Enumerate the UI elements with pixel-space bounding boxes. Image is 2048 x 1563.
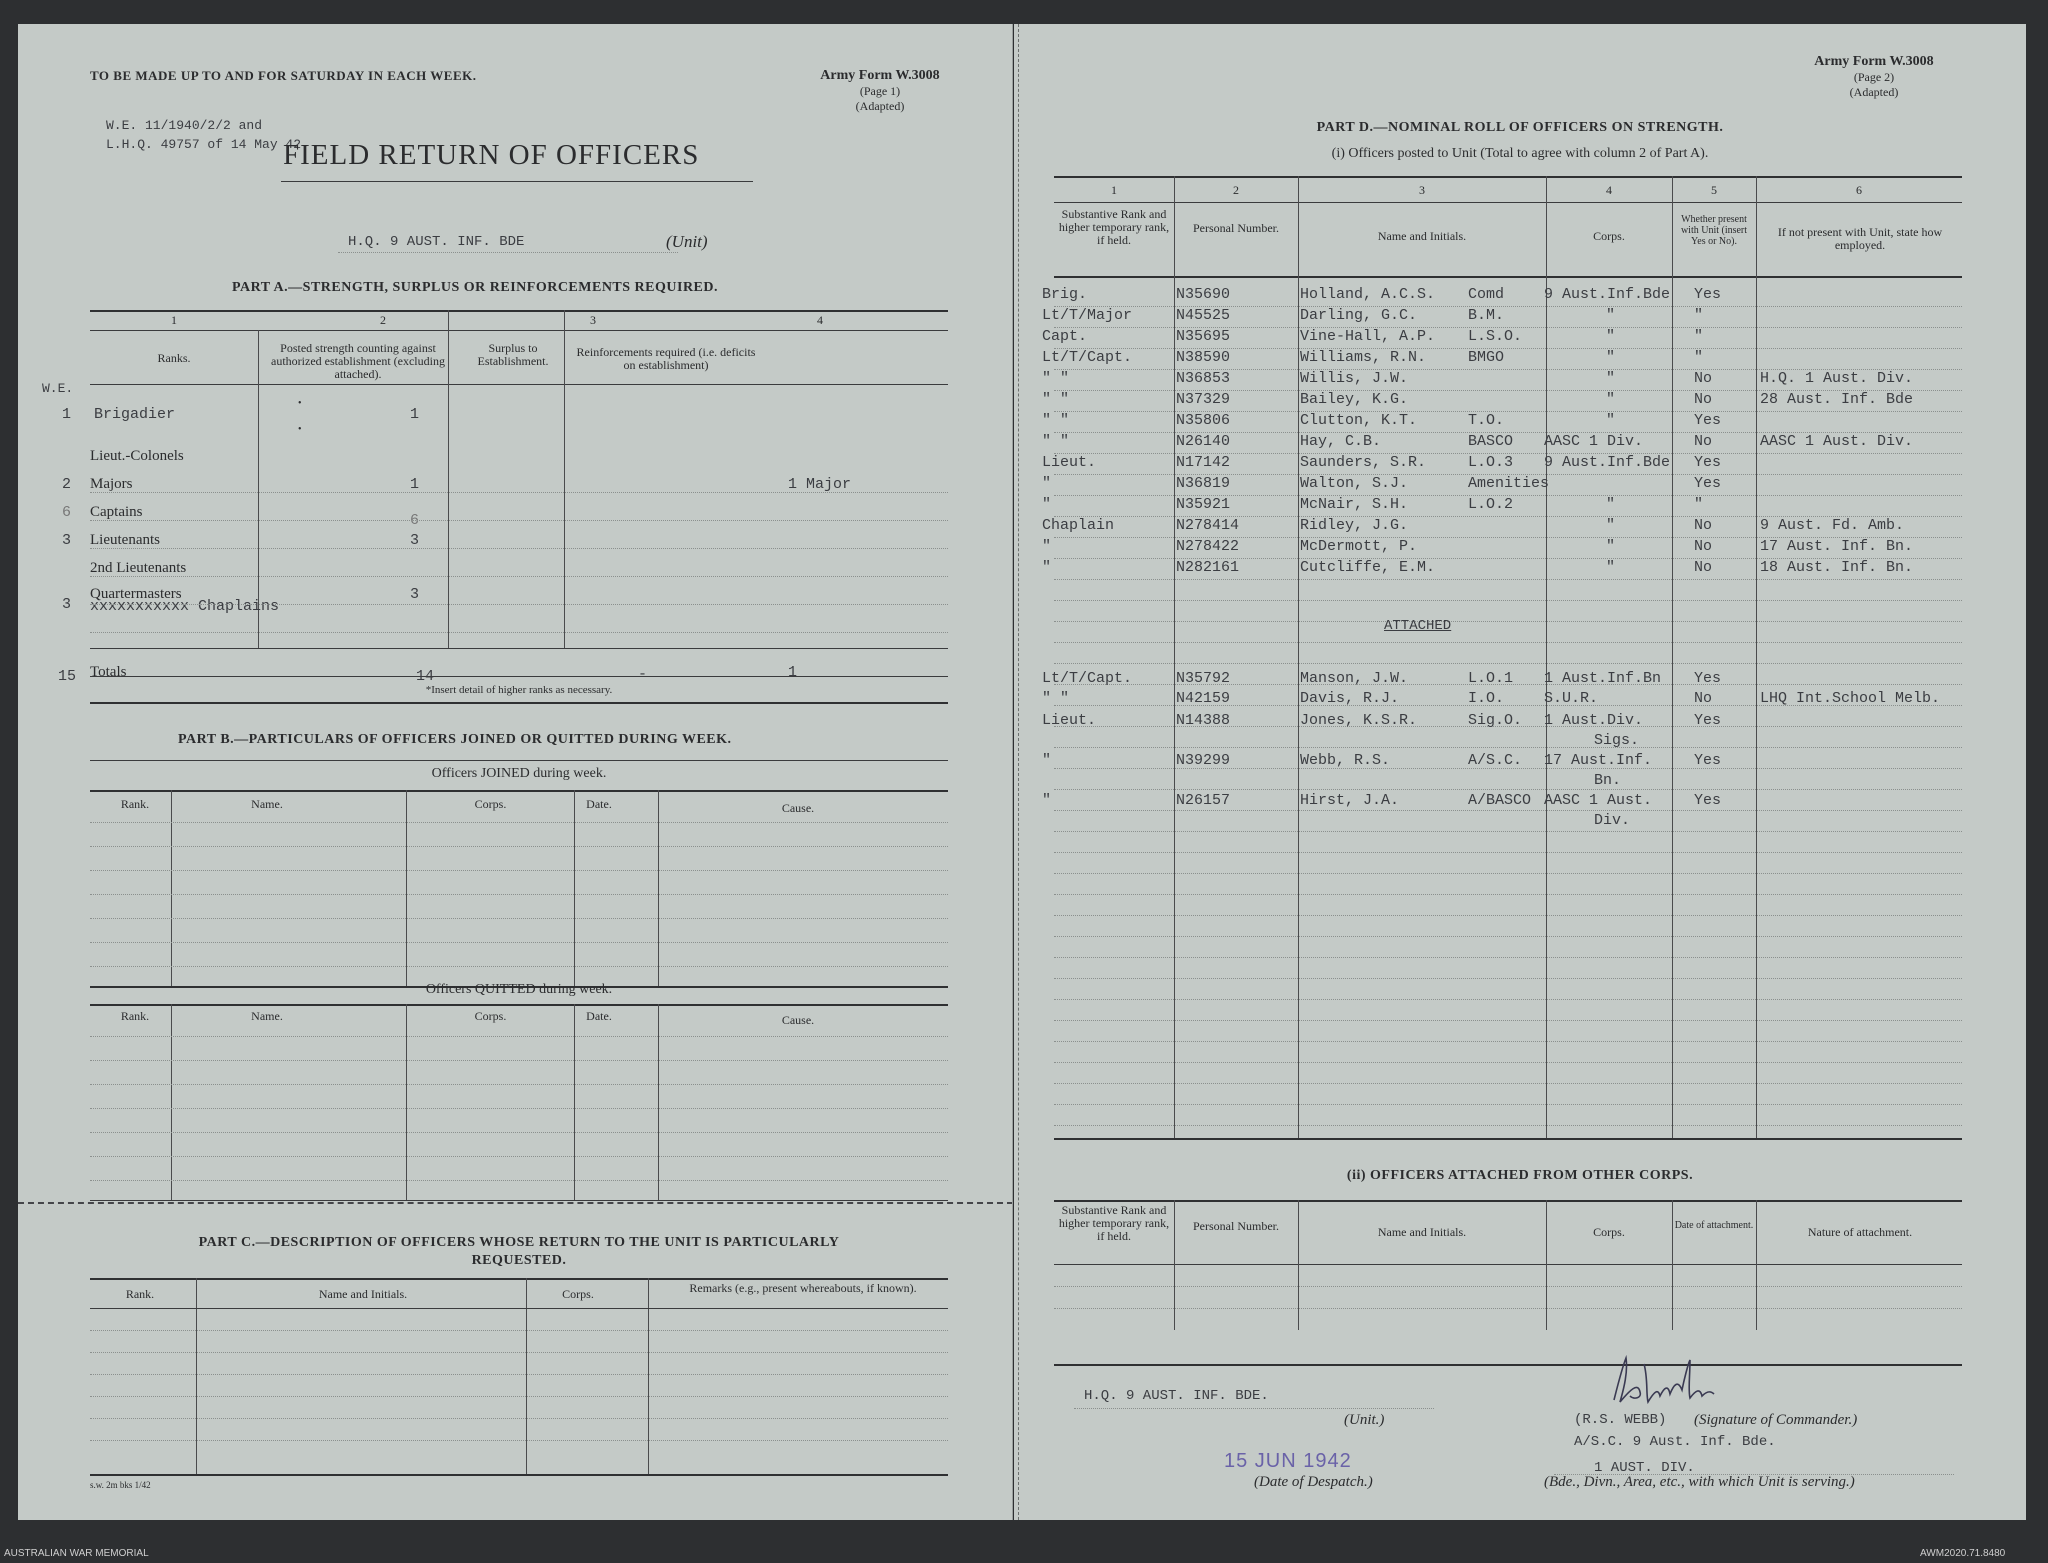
cell-num: N36853 — [1176, 370, 1231, 387]
col-header: Name and Initials. — [318, 1287, 408, 1301]
col-header-rank: Substantive Rank and higher temporary rank, if held. — [1058, 207, 1170, 247]
cell-rank: Lt/T/Capt. — [1042, 670, 1133, 687]
table-row — [1014, 496, 2026, 516]
cell-rank: Chaplain — [1042, 517, 1115, 534]
col-num: 5 — [1711, 183, 1717, 197]
cell-employed: AASC 1 Aust. Div. — [1760, 433, 1914, 450]
cell-corps: " — [1606, 370, 1616, 387]
part-b-heading: PART B.—PARTICULARS OF OFFICERS JOINED OR QUITTED DURING WEEK. — [178, 732, 732, 747]
cell-rank: " " — [1042, 433, 1070, 450]
cell-num: N35690 — [1176, 286, 1231, 303]
col-header-name: Name and Initials. — [1377, 229, 1467, 243]
top-note: TO BE MADE UP TO AND FOR SATURDAY IN EACH WEEK. — [90, 68, 477, 83]
cell-appt: A/S.C. — [1468, 752, 1523, 769]
cell-num: N26157 — [1176, 792, 1231, 809]
cell-present: No — [1694, 370, 1713, 387]
cell-present: No — [1694, 538, 1713, 555]
cell-corps: 1 Aust.Inf.Bn — [1544, 670, 1662, 687]
part-a-footnote: *Insert detail of higher ranks as necessary. — [425, 684, 613, 696]
we-count: 6 — [62, 504, 72, 521]
cell-num: N26140 — [1176, 433, 1231, 450]
cell-num: N35695 — [1176, 328, 1231, 345]
cell-rank: Capt. — [1042, 328, 1088, 345]
posted-count: 3 — [410, 586, 420, 603]
cell-name: Webb, R.S. — [1300, 752, 1391, 769]
serving-with: 1 AUST. DIV. — [1594, 1460, 1695, 1476]
form-adapted: (Adapted) — [1849, 85, 1899, 99]
cell-num: N282161 — [1176, 559, 1240, 576]
cell-name: Willis, J.W. — [1300, 370, 1409, 387]
cell-present: Yes — [1694, 412, 1722, 429]
table-row — [18, 504, 1013, 529]
cell-appt: B.M. — [1468, 307, 1505, 324]
table-row — [18, 532, 1013, 554]
cell-present: No — [1694, 433, 1713, 450]
signer-name: (R.S. WEBB) — [1574, 1412, 1667, 1428]
posted-count: 3 — [410, 532, 420, 549]
cell-num: N35792 — [1176, 670, 1231, 687]
cell-present: No — [1694, 391, 1713, 408]
col-header-number: Personal Number. — [1193, 221, 1279, 235]
cell-corps: " — [1606, 559, 1616, 576]
part-c-heading-line-2: REQUESTED. — [471, 1253, 567, 1268]
col-header: Substantive Rank and higher temporary rank, if held. — [1058, 1203, 1170, 1243]
cell-num: N36819 — [1176, 475, 1231, 492]
col-header: Rank. — [120, 797, 150, 811]
cell-corps-continued: Sigs. — [1594, 732, 1640, 749]
col-header: Cause. — [781, 801, 815, 815]
cell-rank: " — [1042, 496, 1052, 513]
cell-present: " — [1694, 496, 1704, 513]
table-row — [1014, 752, 2026, 792]
col-num: 4 — [1606, 183, 1612, 197]
cell-num: N38590 — [1176, 349, 1231, 366]
joined-title: Officers JOINED during week. — [431, 766, 607, 781]
title-underline — [281, 181, 753, 182]
quitted-title: Officers QUITTED during week. — [425, 982, 613, 997]
totals-reinforcements: 1 — [788, 664, 798, 681]
cell-appt: T.O. — [1468, 412, 1505, 429]
cell-rank: " — [1042, 559, 1052, 576]
cell-corps: 9 Aust.Inf.Bde — [1544, 286, 1671, 303]
col-header-reinforcements: Reinforcements required (i.e. deficits on establishment) — [576, 345, 756, 372]
col-header-ranks: Ranks. — [157, 351, 191, 365]
cell-name: Holland, A.C.S. — [1300, 286, 1436, 303]
attached-label: ATTACHED — [1384, 618, 1452, 634]
cell-rank: Brig. — [1042, 286, 1088, 303]
cell-name: Manson, J.W. — [1300, 670, 1409, 687]
we-label: W.E. — [42, 381, 74, 396]
cell-rank: Lieut. — [1042, 454, 1097, 471]
cell-name: McDermott, P. — [1300, 538, 1418, 555]
cell-num: N37329 — [1176, 391, 1231, 408]
cell-num: N278414 — [1176, 517, 1240, 534]
cell-num: N17142 — [1176, 454, 1231, 471]
rank-name: Captains — [90, 504, 143, 520]
col-header: Name. — [251, 1009, 283, 1023]
col-header: Name. — [251, 797, 283, 811]
cell-present: No — [1694, 517, 1713, 534]
table-row — [1014, 370, 2026, 390]
col-header: Rank. — [125, 1287, 155, 1301]
col-header: Corps. — [562, 1287, 594, 1301]
table-row — [1014, 391, 2026, 411]
cell-corps: 1 Aust.Div. — [1544, 712, 1644, 729]
form-adapted: (Adapted) — [855, 99, 905, 113]
cell-name: Cutcliffe, E.M. — [1300, 559, 1436, 576]
cell-num: N35921 — [1176, 496, 1231, 513]
cell-rank: " — [1042, 538, 1052, 555]
table-row — [1014, 538, 2026, 558]
col-num: 1 — [1111, 183, 1117, 197]
table-row — [18, 586, 1013, 616]
cell-name: Darling, G.C. — [1300, 307, 1418, 324]
table-row — [1014, 412, 2026, 432]
cell-rank: " " — [1042, 412, 1070, 429]
col-header: Nature of attachment. — [1807, 1225, 1913, 1239]
part-a-col-num: 2 — [380, 313, 386, 327]
form-title: FIELD RETURN OF OFFICERS — [283, 139, 700, 171]
we-count: 3 — [62, 596, 72, 613]
rank-name: Lieut.-Colonels — [90, 448, 184, 464]
form-page-1: TO BE MADE UP TO AND FOR SATURDAY IN EACH WEEK. Army Form W.3008 (Page 1) (Adapted) W.E. 11/1940/2/2 and L.H.Q. 49757 of 14 May 42. FIELD RETURN OF OFFICERS H.Q. 9 AUST. INF. BDE (Unit) PART A.—STRENGTH, SURPLUS OR REINFORCEMENTS REQUIRED. 1 2 3 4 Ranks. Posted strength counting against authorized establishment (excluding attached). Surplus to Establishment. Reinforcements required (i.e. deficits on establishment) W.E. 1 Brigadier • 1 • Lieut.-Colonels 2 Majors 1 1 Major 6 Captains 6 3 Lieutenants 3 2nd Lieutenants Quartermasters 3 3 xxxxxxxxxxx Chaplains 15 Totals 14 - 1 *Insert detail of higher ranks as necessary. PART B.—PARTICULARS OF OFFICERS JOINED OR QUITTED DURING WEEK. Officers JOINED during week. Rank. Name. Corps. Date. Cause. Officers QUITTED during week. Rank. Name. Corps. Date. Cause. PART C.—DESCRIPTION OF OFFICERS WHOSE RETURN TO THE UNIT IS PARTICULARLY REQUESTED. Rank. Name and Initials. Corps. Remarks (e.g., present whereabouts, if known). s.w. 2m bks 1/42 — [18, 24, 1013, 1520]
cell-present: Yes — [1694, 712, 1722, 729]
commander-signature — [1604, 1354, 1724, 1412]
cell-rank: " — [1042, 752, 1052, 769]
cell-corps: " — [1606, 496, 1616, 513]
cell-corps-continued: Div. — [1594, 812, 1631, 829]
rank-name: Majors — [90, 476, 133, 492]
cell-name: Walton, S.J. — [1300, 475, 1409, 492]
posted-count: 1 — [410, 476, 420, 493]
cell-name: Saunders, S.R. — [1300, 454, 1427, 471]
col-header: Rank. — [120, 1009, 150, 1023]
cell-num: N39299 — [1176, 752, 1231, 769]
reinforcements-value: 1 Major — [788, 476, 852, 493]
table-row — [1014, 792, 2026, 832]
cell-corps: " — [1606, 538, 1616, 555]
cell-corps: " — [1606, 391, 1616, 408]
cell-present: Yes — [1694, 454, 1722, 471]
cell-appt: Amenities — [1468, 475, 1550, 492]
cell-present: Yes — [1694, 752, 1722, 769]
part-a-col-num: 3 — [590, 313, 596, 327]
cell-appt: L.O.2 — [1468, 496, 1514, 513]
totals-surplus: - — [638, 666, 648, 683]
cell-present: Yes — [1694, 792, 1722, 809]
cell-corps: " — [1606, 517, 1616, 534]
rank-name: Quartermasters — [90, 586, 182, 602]
cell-present: " — [1694, 307, 1704, 324]
cell-appt: Sig.O. — [1468, 712, 1523, 729]
part-ii-heading: (ii) OFFICERS ATTACHED FROM OTHER CORPS. — [1346, 1168, 1694, 1183]
cell-rank: Lt/T/Major — [1042, 307, 1133, 324]
col-header-posted: Posted strength counting against authorized establishment (excluding attached). — [271, 341, 445, 381]
form-id-block — [780, 68, 980, 114]
cell-present: Yes — [1694, 670, 1722, 687]
form-id: Army Form W.3008 — [1814, 54, 1934, 69]
we-count: 1 — [62, 406, 72, 423]
col-header: Name and Initials. — [1377, 1225, 1467, 1239]
cell-rank: Lieut. — [1042, 712, 1097, 729]
col-header-present: Whether present with Unit (insert Yes or No). — [1680, 214, 1748, 247]
cell-name: Jones, K.S.R. — [1300, 712, 1418, 729]
cell-rank: " " — [1042, 370, 1070, 387]
table-row — [1014, 475, 2026, 495]
col-header: Remarks (e.g., present whereabouts, if known). — [689, 1281, 917, 1295]
table-row — [1014, 433, 2026, 453]
cell-corps: " — [1606, 328, 1616, 345]
cell-name: Vine-Hall, A.P. — [1300, 328, 1436, 345]
table-row — [18, 476, 1013, 498]
totals-posted: 14 — [416, 668, 435, 685]
footer-accession: AWM2020.71.8480 — [1920, 1548, 2006, 1559]
col-header-corps: Corps. — [1593, 229, 1625, 243]
form-id: Army Form W.3008 — [820, 68, 940, 83]
unit-value: H.Q. 9 AUST. INF. BDE. — [1084, 1388, 1269, 1404]
cell-rank: " " — [1042, 391, 1070, 408]
table-row — [1014, 307, 2026, 327]
col-header: Date. — [586, 1009, 612, 1023]
cell-corps: " — [1606, 307, 1616, 324]
col-header: Date of attachment. — [1674, 1220, 1754, 1231]
cell-employed: LHQ Int.School Melb. — [1760, 690, 1941, 707]
table-row — [1014, 712, 2026, 752]
cell-present: " — [1694, 328, 1704, 345]
part-a-heading: PART A.—STRENGTH, SURPLUS OR REINFORCEMENTS REQUIRED. — [232, 280, 719, 295]
cell-name: Williams, R.N. — [1300, 349, 1427, 366]
posted-count: 6 — [410, 512, 420, 529]
cell-appt: A/BASCO — [1468, 792, 1532, 809]
col-header: Corps. — [474, 797, 507, 811]
cell-rank: " — [1042, 792, 1052, 809]
col-header: Cause. — [781, 1013, 815, 1027]
cell-corps: 9 Aust.Inf.Bde — [1544, 454, 1671, 471]
rank-name: 2nd Lieutenants — [90, 560, 187, 576]
footer-credit: AUSTRALIAN WAR MEMORIAL — [4, 1548, 149, 1559]
totals-row — [18, 664, 1013, 686]
cell-present: No — [1694, 559, 1713, 576]
form-page: (Page 2) — [1853, 70, 1895, 84]
cell-num: N14388 — [1176, 712, 1231, 729]
part-c-heading-line-1: PART C.—DESCRIPTION OF OFFICERS WHOSE RETURN TO THE UNIT IS PARTICULARLY — [198, 1235, 840, 1250]
cell-name: Bailey, K.G. — [1300, 391, 1409, 408]
cell-appt: L.O.3 — [1468, 454, 1514, 471]
cell-name: Hay, C.B. — [1300, 433, 1382, 450]
cell-employed: 28 Aust. Inf. Bde — [1760, 391, 1914, 408]
we-count: 2 — [62, 476, 72, 493]
cell-employed: H.Q. 1 Aust. Div. — [1760, 370, 1914, 387]
reference-line-1: W.E. 11/1940/2/2 and — [106, 118, 263, 133]
cell-employed: 18 Aust. Inf. Bn. — [1760, 559, 1914, 576]
table-row — [1014, 517, 2026, 537]
cell-corps: 17 Aust.Inf. — [1544, 752, 1653, 769]
cell-employed: 17 Aust. Inf. Bn. — [1760, 538, 1914, 555]
printer-mark: s.w. 2m bks 1/42 — [90, 1480, 151, 1490]
cell-employed: 9 Aust. Fd. Amb. — [1760, 517, 1905, 534]
posted-count: 1 — [410, 406, 420, 423]
cell-corps: " — [1606, 349, 1616, 366]
reference-block — [106, 116, 309, 154]
col-num: 2 — [1233, 183, 1239, 197]
cell-name: Clutton, K.T. — [1300, 412, 1418, 429]
table-row — [1014, 349, 2026, 369]
cell-num: N45525 — [1176, 307, 1231, 324]
cell-num: N42159 — [1176, 690, 1231, 707]
cell-num: N278422 — [1176, 538, 1240, 555]
form-page-2 — [1014, 24, 2026, 1520]
signer-appointment: A/S.C. 9 Aust. Inf. Bde. — [1574, 1434, 1776, 1450]
cell-name: McNair, S.H. — [1300, 496, 1409, 513]
cell-present: " — [1694, 349, 1704, 366]
cell-appt: BASCO — [1468, 433, 1514, 450]
cell-corps: S.U.R. — [1544, 690, 1599, 707]
serving-label: (Bde., Divn., Area, etc., with which Unit is serving.) — [1544, 1474, 1855, 1490]
table-row — [1014, 559, 2026, 579]
despatch-label: (Date of Despatch.) — [1254, 1474, 1373, 1490]
table-row — [1014, 328, 2026, 348]
part-c-heading — [90, 1234, 948, 1270]
cell-appt: L.O.1 — [1468, 670, 1514, 687]
reference-line-2: L.H.Q. 49757 of 14 May 42. — [106, 137, 309, 152]
cell-present: Yes — [1694, 475, 1722, 492]
part-a-col-num: 4 — [817, 313, 823, 327]
col-header: Corps. — [474, 1009, 507, 1023]
cell-rank: " — [1042, 475, 1052, 492]
cell-name: Davis, R.J. — [1300, 690, 1400, 707]
col-header: Date. — [586, 797, 612, 811]
cell-corps: AASC 1 Aust. — [1544, 792, 1653, 809]
cell-num: N35806 — [1176, 412, 1231, 429]
totals-label: Totals — [90, 664, 127, 680]
rank-name: Brigadier — [94, 406, 176, 423]
cell-appt: Comd — [1468, 286, 1505, 303]
form-page: (Page 1) — [859, 84, 901, 98]
cell-appt: I.O. — [1468, 690, 1505, 707]
col-header-surplus: Surplus to Establishment. — [477, 341, 549, 368]
rank-name: Lieutenants — [90, 532, 160, 548]
unit-label: (Unit.) — [1344, 1412, 1385, 1428]
tear-off-line — [18, 1202, 1013, 1204]
col-header: Personal Number. — [1193, 1219, 1279, 1233]
cell-name: Ridley, J.G. — [1300, 517, 1409, 534]
despatch-date-stamp: 15 JUN 1942 — [1224, 1450, 1352, 1472]
form-id-block — [1774, 54, 1974, 100]
table-row — [1014, 454, 2026, 474]
cell-present: Yes — [1694, 286, 1722, 303]
signature-label: (Signature of Commander.) — [1694, 1412, 1858, 1428]
cell-appt: BMGO — [1468, 349, 1505, 366]
part-d-heading: PART D.—NOMINAL ROLL OF OFFICERS ON STRENGTH. — [1316, 120, 1724, 135]
cell-appt: L.S.O. — [1468, 328, 1523, 345]
cell-name: Hirst, J.A. — [1300, 792, 1400, 809]
part-d-subheading: (i) Officers posted to Unit (Total to agree with column 2 of Part A). — [1331, 146, 1709, 161]
cell-rank: " " — [1042, 690, 1070, 707]
chaplains-overtype: xxxxxxxxxxx Chaplains — [90, 598, 280, 615]
col-header-employed: If not present with Unit, state how employed. — [1777, 225, 1943, 252]
cell-corps: AASC 1 Div. — [1544, 433, 1644, 450]
table-row: 1 Brigadier • 1 — [62, 398, 420, 423]
col-num: 6 — [1856, 183, 1862, 197]
unit-label: (Unit) — [666, 232, 708, 251]
unit-value: H.Q. 9 AUST. INF. BDE — [348, 234, 525, 250]
cell-rank: Lt/T/Capt. — [1042, 349, 1133, 366]
col-num: 3 — [1419, 183, 1425, 197]
part-a-col-num: 1 — [171, 313, 177, 327]
table-row — [1014, 286, 2026, 306]
cell-corps-continued: Bn. — [1594, 772, 1622, 789]
cell-present: No — [1694, 690, 1713, 707]
cell-corps: " — [1606, 412, 1616, 429]
col-header: Corps. — [1593, 1225, 1625, 1239]
we-count: 3 — [62, 532, 72, 549]
totals-we: 15 — [58, 668, 77, 685]
